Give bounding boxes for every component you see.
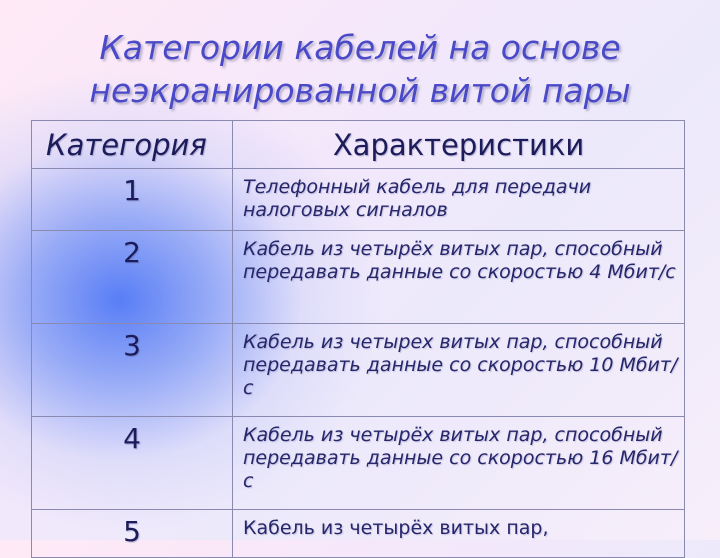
header-characteristics: Характеристики — [233, 121, 685, 169]
category-description: Кабель из четырёх витых пар, — [233, 510, 685, 558]
category-description: Телефонный кабель для передачи налоговых сигналов — [233, 169, 685, 231]
table-row — [32, 510, 685, 558]
cable-categories-table — [31, 120, 685, 558]
category-number: 2 — [32, 231, 233, 324]
title-line-1: Категории кабелей на основе — [99, 28, 621, 67]
header-category: Категория — [32, 121, 233, 169]
category-number: 4 — [32, 417, 233, 510]
table-row — [32, 231, 685, 324]
category-number: 1 — [32, 169, 233, 231]
table-row — [32, 417, 685, 510]
category-number: 3 — [32, 324, 233, 417]
category-description: Кабель из четырёх витых пар, способный передавать данные со скоростью 4 Мбит/с — [233, 231, 685, 324]
title-line-2: неэкранированной витой пары — [89, 71, 631, 110]
category-description: Кабель из четырех витых пар, способный передавать данные со скоростью 10 Мбит/с — [233, 324, 685, 417]
slide-title — [0, 26, 720, 112]
category-description: Кабель из четырёх витых пар, способный передавать данные со скоростью 16 Мбит/с — [233, 417, 685, 510]
table-header-row — [32, 121, 685, 169]
category-number: 5 — [32, 510, 233, 558]
table-row — [32, 324, 685, 417]
table-row — [32, 169, 685, 231]
